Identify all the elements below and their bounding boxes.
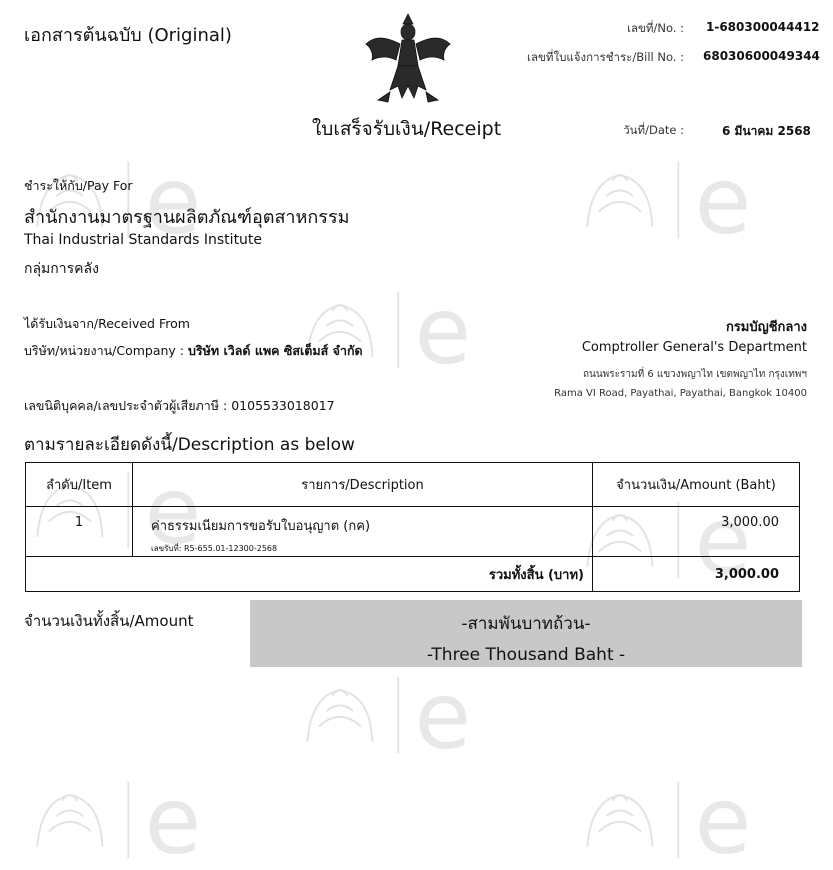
bill-no-label: เลขที่ใบแจ้งการชำระ/Bill No. : <box>527 50 684 64</box>
bill-no: 68030600049344 <box>703 49 820 63</box>
company-label: บริษัท/หน่วยงาน/Company : <box>24 343 184 358</box>
watermark-logo <box>570 770 800 870</box>
watermark-logo <box>570 150 800 250</box>
watermark-logo <box>290 665 520 765</box>
receipt-no-label: เลขที่/No. : <box>627 21 684 35</box>
col-desc-header: รายการ/Description <box>133 463 593 507</box>
receipt-date: 6 มีนาคม 2568 <box>722 124 811 138</box>
receipt-title: ใบเสร็จรับเงิน/Receipt <box>312 118 502 140</box>
pay-for-org-th: สำนักงานมาตรฐานผลิตภัณฑ์อุตสาหกรรม <box>24 207 350 228</box>
pay-for-label: ชำระให้กับ/Pay For <box>24 178 133 193</box>
total-row <box>26 557 800 592</box>
col-item-header: ลำดับ/Item <box>26 463 133 507</box>
issuer-name-en: Comptroller General's Department <box>581 340 807 355</box>
tax-id-label: เลขนิติบุคคล/เลขประจำตัวผู้เสียภาษี : <box>24 398 228 413</box>
row-amount: 3,000.00 <box>593 507 800 557</box>
amount-words-english: -Three Thousand Baht - <box>426 645 626 665</box>
issuer-address-en: Rama VI Road, Payathai, Payathai, Bangkok 10400 <box>554 388 807 399</box>
watermark-logo <box>290 280 520 380</box>
pay-for-division: กลุ่มการคลัง <box>24 261 99 277</box>
received-from-label: ได้รับเงินจาก/Received From <box>24 316 190 331</box>
col-amount-header: จำนวนเงิน/Amount (Baht) <box>593 463 800 507</box>
total-label: รวมทั้งสิ้น (บาท) <box>26 557 593 592</box>
table-row <box>26 507 800 557</box>
original-label: เอกสารต้นฉบับ (Original) <box>24 25 232 46</box>
amount-words-thai: -สามพันบาทถ้วน- <box>461 614 591 634</box>
receipt-no: 1-680300044412 <box>706 20 820 34</box>
garuda-emblem-icon <box>362 10 454 108</box>
row-item: 1 <box>26 507 133 557</box>
watermark-logo <box>20 770 250 870</box>
tax-id-line <box>24 396 335 416</box>
total-amount: 3,000.00 <box>593 557 800 592</box>
amount-words-label: จำนวนเงินทั้งสิ้น/Amount <box>24 612 194 630</box>
date-label: วันที่/Date : <box>623 123 684 137</box>
description-heading: ตามรายละเอียดดังนี้/Description as below <box>24 435 355 455</box>
amount-in-words-box <box>250 600 802 667</box>
company-name: บริษัท เวิลด์ แพค ซิสเต็มส์ จำกัด <box>187 343 363 358</box>
row-description-cell <box>133 507 593 557</box>
pay-for-org-en: Thai Industrial Standards Institute <box>24 232 263 248</box>
row-ref: เลขรับที่: R5-655.01-12300-2568 <box>151 544 278 553</box>
issuer-name-th: กรมบัญชีกลาง <box>725 320 807 335</box>
row-description: ค่าธรรมเนียมการขอรับใบอนุญาต (กค) <box>151 519 371 534</box>
issuer-address-th: ถนนพระรามที่ 6 แขวงพญาไท เขตพญาไท กรุงเทพฯ <box>582 369 807 380</box>
items-table <box>25 462 800 592</box>
company-line <box>24 341 363 361</box>
tax-id: 0105533018017 <box>231 398 335 413</box>
